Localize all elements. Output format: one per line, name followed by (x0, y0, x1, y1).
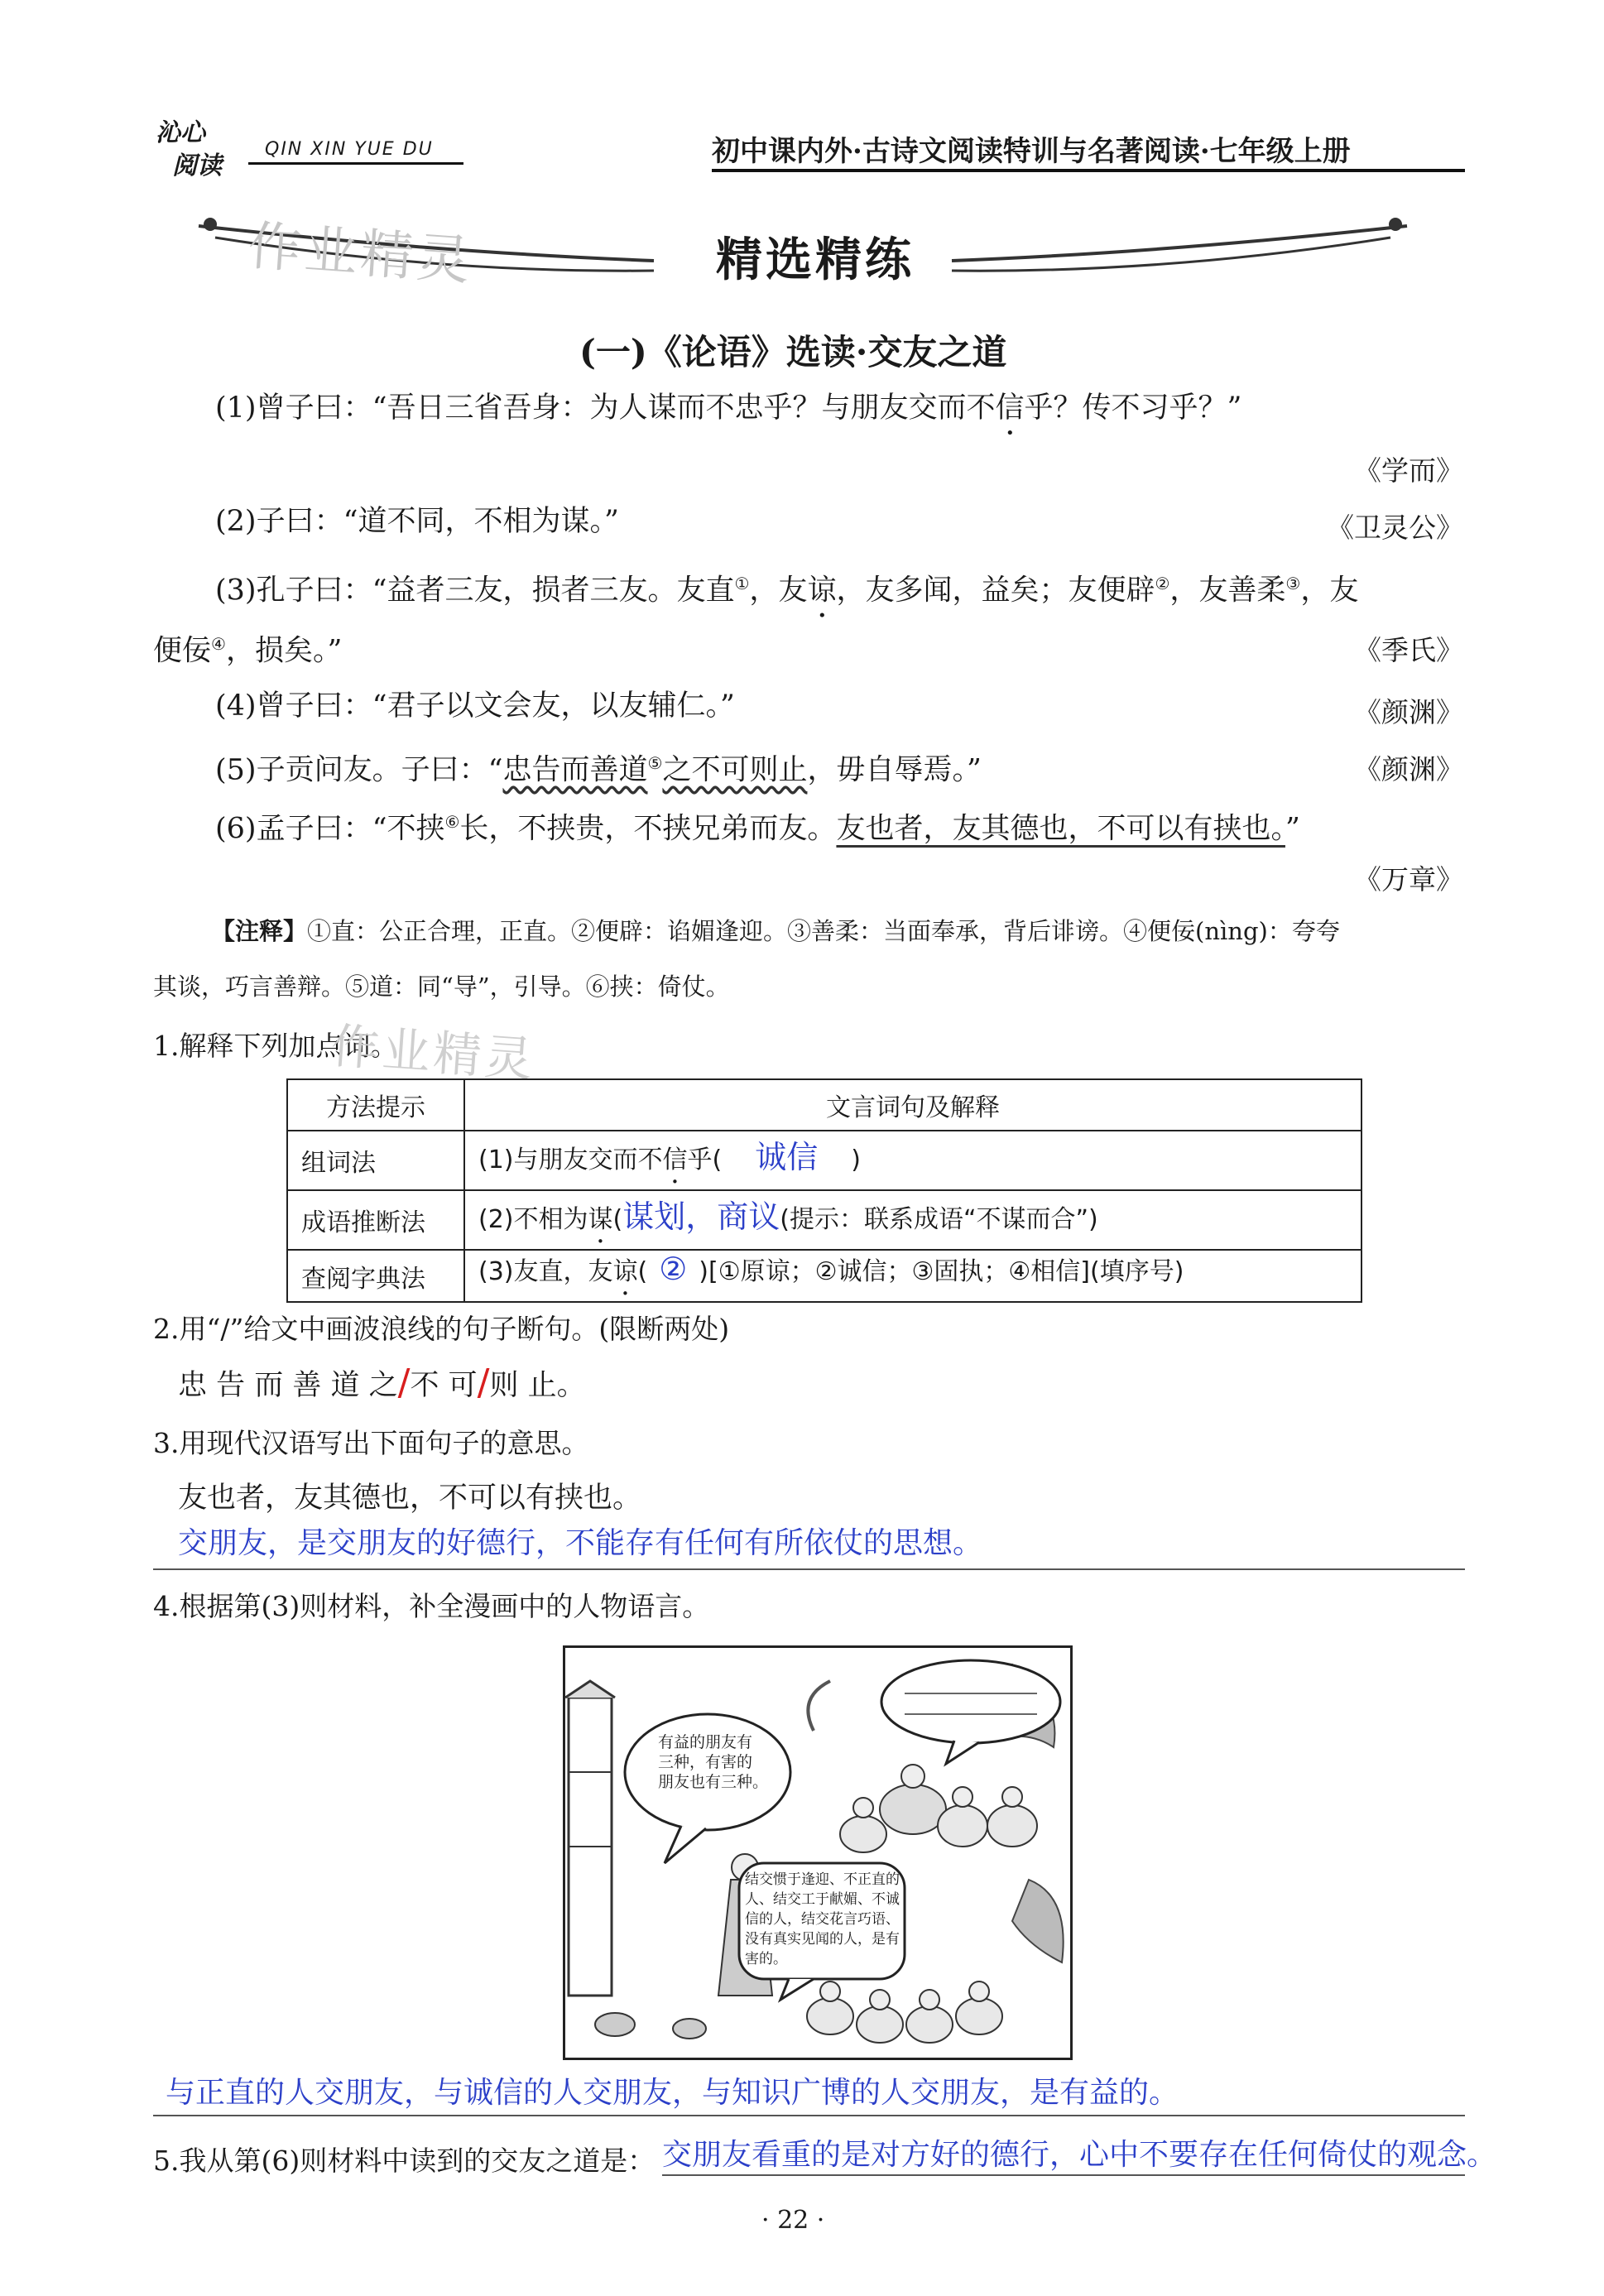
passage-6: (6)孟子曰：“不挟⑥长，不挟贵，不挟兄弟而友。友也者，友其德也，不可以有挟也。” (215, 812, 1300, 846)
logo-line2: 阅读 (172, 151, 222, 180)
logo-line1: 沁心 (156, 118, 205, 147)
notes-line2: 其谈，巧言善辩。⑤道：同“导”，引导。⑥挟：倚仗。 (153, 973, 730, 1001)
q4-answer: 与正直的人交朋友，与诚信的人交朋友，与知识广博的人交朋友，是有益的。 (166, 2076, 1179, 2110)
passage-5-source: 《颜渊》 (1354, 753, 1463, 785)
table-row (287, 1131, 1361, 1190)
logo-underline (248, 162, 463, 165)
q3-answer: 交朋友，是交朋友的好德行，不能存有任何有所依仗的思想。 (178, 1526, 983, 1560)
answer-q1-3: ② (659, 1251, 688, 1287)
comic-panel (563, 1645, 1073, 2060)
table-row (287, 1250, 1361, 1302)
passage-5: (5)子贡问友。子曰：“忠告而善道⑤之不可则止，毋自辱焉。” (215, 753, 982, 787)
passage-3-line1: (3)孔子曰：“益者三友，损者三友。友直①，友谅，友多闻，益矣；友便辟②，友善柔③，友 (215, 574, 1359, 608)
watermark-mid: 作业精灵 (329, 1017, 538, 1088)
header-rule (712, 169, 1465, 172)
comic-illustration (565, 1648, 1070, 2058)
content-cell: (3)友直，友谅( ② )[①原谅；②诚信；③固执；④相信](填序号) (464, 1250, 1361, 1302)
q2-prompt: 2.用“/”给文中画波浪线的句子断句。(限断两处) (153, 1313, 730, 1345)
content-cell: (2)不相为谋(谋划，商议(提示：联系成语“不谋而合”) (464, 1190, 1361, 1250)
method-cell: 查阅字典法 (287, 1250, 464, 1302)
passage-3-source: 《季氏》 (1354, 634, 1463, 666)
notes-label: 【注释】 (211, 917, 308, 945)
header-content: 文言词句及解释 (464, 1079, 1361, 1131)
passage-2: (2)子曰：“道不同，不相为谋。” (215, 505, 619, 538)
table-row (287, 1190, 1361, 1250)
passage-6-source: 《万章》 (1354, 863, 1463, 896)
passage-4: (4)曾子曰：“君子以文会友，以友辅仁。” (215, 689, 735, 723)
watermark-top: 作业精灵 (246, 215, 475, 293)
q4-prompt: 4.根据第(3)则材料，补全漫画中的人物语言。 (153, 1590, 710, 1622)
header-method: 方法提示 (287, 1079, 464, 1131)
passage-1-source: 《学而》 (1354, 454, 1463, 487)
answer-q1-2: 谋划，商议 (622, 1198, 780, 1235)
q5-answer-line (662, 2174, 1465, 2176)
q5-answer: 交朋友看重的是对方好的德行，心中不要存在任何倚仗的观念。 (662, 2138, 1497, 2172)
page-number: · 22 · (761, 2206, 825, 2235)
bubble-1-text: 有益的朋友有 三种，有害的 朋友也有三种。 (658, 1733, 769, 1791)
passage-2-source: 《卫灵公》 (1327, 512, 1463, 544)
q1-table (286, 1078, 1362, 1303)
logo-pinyin: QIN XIN YUE DU (265, 139, 434, 160)
method-cell: 成语推断法 (287, 1190, 464, 1250)
content-cell: (1)与朋友交而不信乎( 诚信 ) (464, 1131, 1361, 1190)
answer-q1-1: 诚信 (755, 1139, 819, 1175)
slash-mark: / (397, 1362, 411, 1404)
q3-prompt: 3.用现代汉语写出下面句子的意思。 (153, 1427, 589, 1459)
passage-4-source: 《颜渊》 (1354, 696, 1463, 728)
method-cell: 组词法 (287, 1131, 464, 1190)
header-logo (149, 112, 248, 178)
notes-line1: 【注释】①直：公正合理，正直。②便辟：谄媚逢迎。③善柔：当面奉承，背后诽谤。④便佞(nìng)：夸夸 (211, 917, 1340, 945)
q3-sentence: 友也者，友其德也，不可以有挟也。 (178, 1482, 642, 1515)
q3-answer-line (153, 1568, 1465, 1570)
passage-1: (1)曾子曰：“吾日三省吾身：为人谋而不忠乎？与朋友交而不信乎？传不习乎？” (215, 391, 1242, 425)
q5-prompt: 5.我从第(6)则材料中读到的交友之道是： (153, 2145, 656, 2177)
q1-prompt: 1.解释下列加点词。 (153, 1030, 398, 1062)
banner-title: 精选精练 (716, 233, 915, 287)
slash-mark: / (477, 1362, 490, 1404)
series-title: 初中课内外·古诗文阅读特训与名著阅读·七年级上册 (712, 135, 1351, 168)
q4-answer-line (153, 2115, 1465, 2116)
q2-sentence: 忠 告 而 善 道 之/不 可/则 止。 (178, 1362, 586, 1404)
section-title: (一)《论语》选读·交友之道 (579, 332, 1007, 372)
bubble-2-text: 结交惯于逢迎、不正直的 人、结交工于献媚、不诚 信的人，结交花言巧语、 没有真实见闻的人，是有 害的。 (745, 1871, 900, 1967)
passage-3-line2: 便佞④，损矣。” (153, 634, 343, 668)
table-header-row (287, 1079, 1361, 1131)
